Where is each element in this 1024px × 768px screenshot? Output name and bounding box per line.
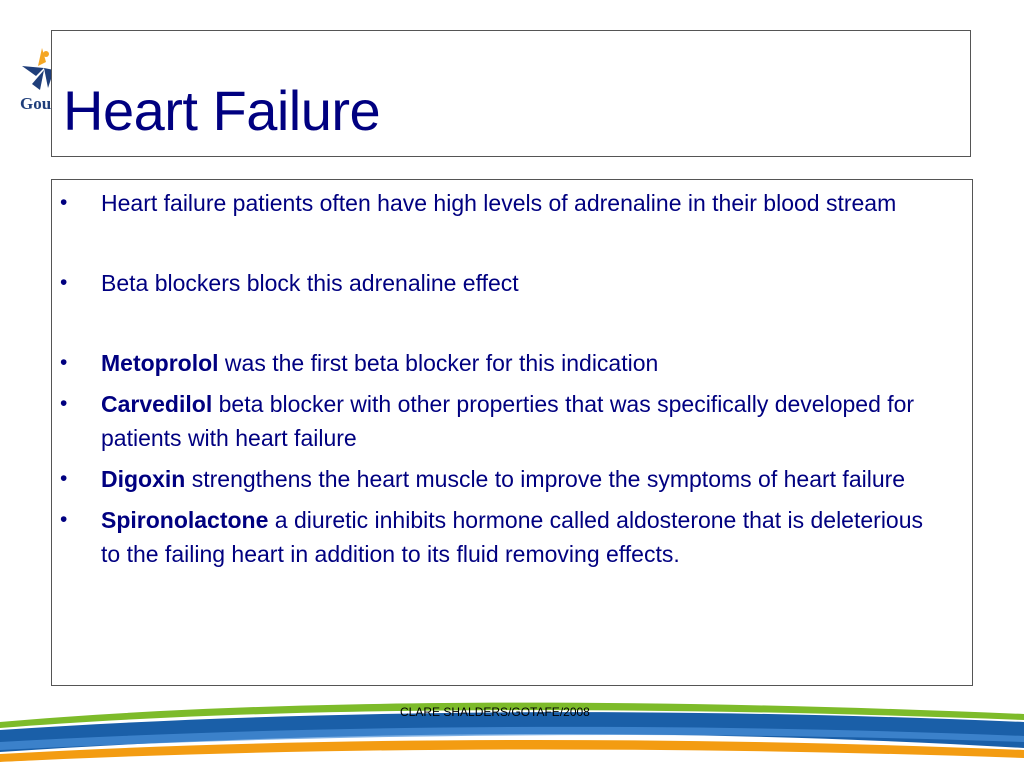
- bullet-glyph: •: [60, 271, 68, 294]
- bullet-text: a diuretic inhibits hormone called aldosterone that is deleterious to the failing heart in addition to its fluid removing effects.: [101, 507, 924, 567]
- bullet-item: [60, 462, 942, 496]
- slide-title: Heart Failure: [63, 79, 381, 142]
- bullet-bold-term: Digoxin: [101, 466, 186, 492]
- bullet-text: Heart failure patients often have high levels of adrenaline in their blood stream: [101, 190, 897, 216]
- bullet-text: beta blocker with other properties that was specifically developed for patients with heart failure: [101, 391, 915, 451]
- bullet-item: [60, 346, 942, 380]
- bullet-item: [60, 266, 942, 300]
- bullet-glyph: •: [60, 392, 68, 415]
- bullet-glyph: •: [60, 467, 68, 490]
- title-placeholder: [51, 30, 971, 157]
- content-placeholder: [51, 179, 973, 686]
- bullet-list: [60, 186, 942, 571]
- bullet-glyph: •: [60, 508, 68, 531]
- bullet-text: strengthens the heart muscle to improve the symptoms of heart failure: [185, 466, 906, 492]
- footer-text: CLARE SHALDERS/GOTAFE/2008: [400, 705, 590, 719]
- bullet-bold-term: Spironolactone: [101, 507, 269, 533]
- logo-text: Gou: [20, 94, 52, 113]
- swoosh-decoration: [0, 692, 1024, 768]
- bullet-bold-term: Carvedilol: [101, 391, 213, 417]
- bullet-glyph: •: [60, 351, 68, 374]
- bullet-text: Beta blockers block this adrenaline effect: [101, 270, 519, 296]
- bullet-item: [60, 387, 942, 455]
- bullet-bold-term: Metoprolol: [101, 350, 219, 376]
- bullet-item: [60, 503, 942, 571]
- bullet-item: [60, 186, 942, 220]
- bullet-glyph: •: [60, 191, 68, 214]
- bullet-text: was the first beta blocker for this indication: [218, 350, 659, 376]
